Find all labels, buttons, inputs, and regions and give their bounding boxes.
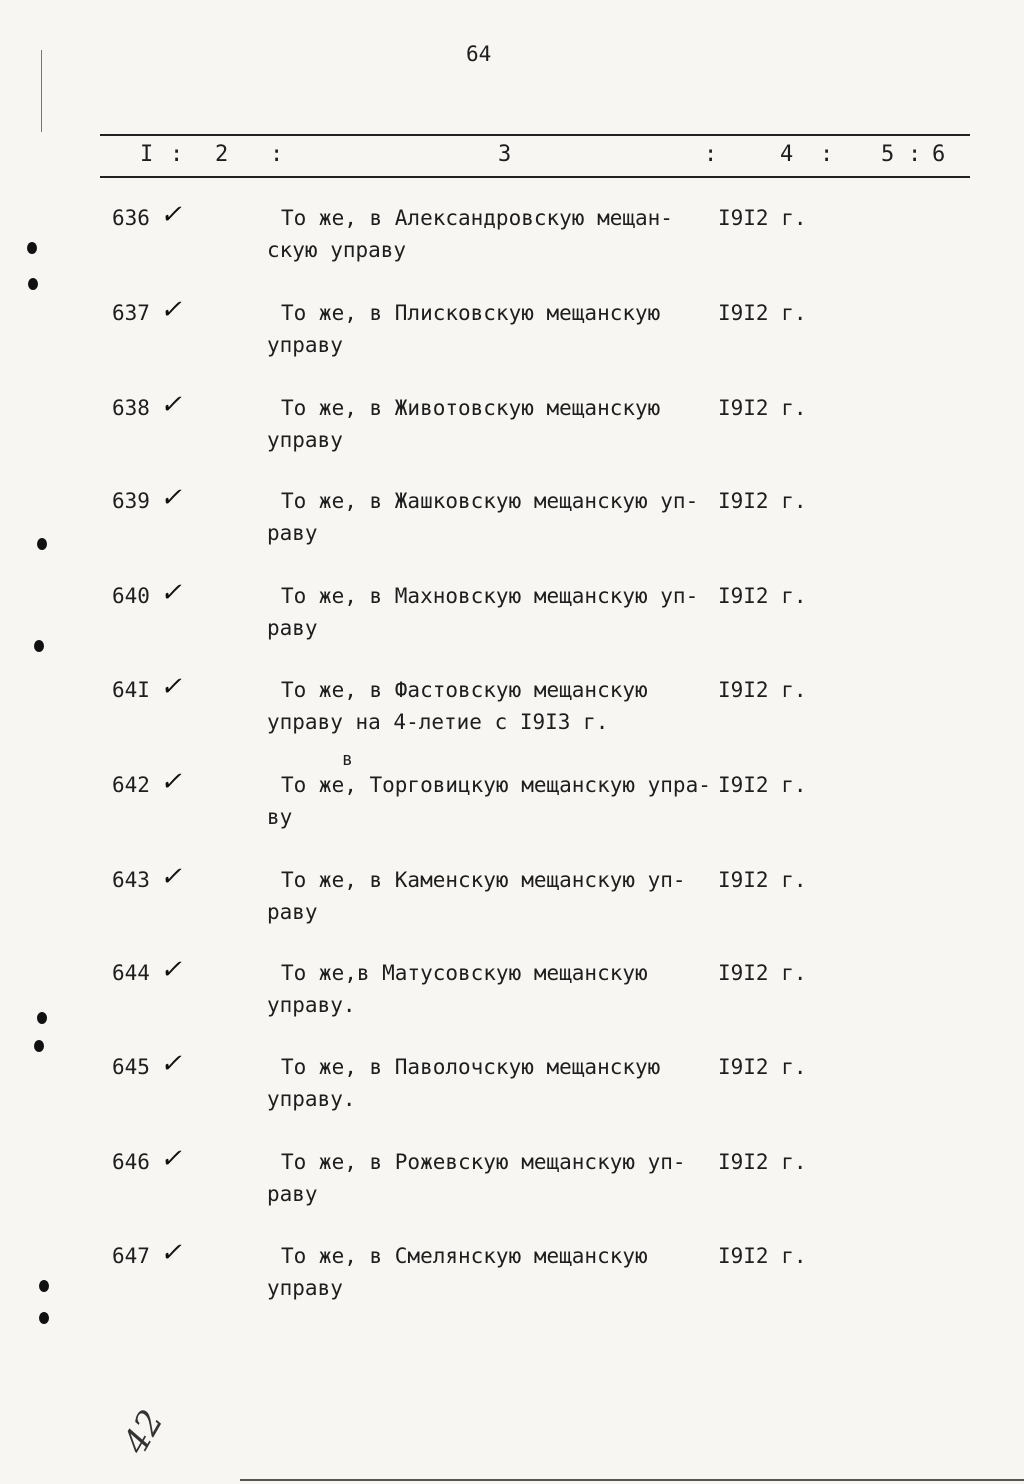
list-item [0,672,1024,758]
checkmark-icon: ✓ [160,1238,182,1268]
punch-hole-icon [37,1012,47,1024]
checkmark-icon: ✓ [160,955,182,985]
entry-title-continued: ву [267,805,293,829]
entry-title: То же, в Смелянскую мещанскую [281,1244,648,1268]
handwritten-margin-note: 42 [115,1403,172,1461]
list-item [0,862,1024,948]
entry-title: То же, в Александровскую мещан- [281,206,673,230]
entry-title-continued: управу. [267,993,356,1017]
column-header-1: I [140,142,154,167]
list-item [0,390,1024,476]
entry-number: 642 [112,773,150,797]
page-number: 64 [466,42,492,66]
column-header-row [100,140,970,172]
entry-number: 643 [112,868,150,892]
entry-year: I9I2 г. [718,1244,807,1268]
column-separator: : [170,142,184,167]
punch-hole-icon [34,640,44,652]
column-header-6: 6 [932,142,946,167]
column-separator: : [820,142,834,167]
punch-hole-icon [39,1280,49,1292]
list-item [0,295,1024,381]
checkmark-icon: ✓ [160,672,182,702]
checkmark-icon: ✓ [160,295,182,325]
column-header-4: 4 [780,142,794,167]
table-header-rule [100,176,970,178]
entry-title-continued: скую управу [267,238,407,262]
punch-hole-icon [27,242,37,254]
entry-title-continued: раву [267,1182,318,1206]
entry-number: 636 [112,206,150,230]
entry-title: То же, в Каменскую мещанскую уп- [281,868,686,892]
column-separator: : [704,142,718,167]
entry-year: I9I2 г. [718,489,807,513]
entry-year: I9I2 г. [718,1055,807,1079]
list-item [0,955,1024,1041]
entry-title: То же, в Фастовскую мещанскую [281,678,648,702]
column-header-2: 2 [215,142,229,167]
column-header-5: 5 [881,142,895,167]
entry-year: I9I2 г. [718,301,807,325]
entry-year: I9I2 г. [718,961,807,985]
entry-year: I9I2 г. [718,1150,807,1174]
entry-number: 646 [112,1150,150,1174]
entry-title-continued: управу [267,428,343,452]
entry-number: 647 [112,1244,150,1268]
entry-number: 639 [112,489,150,513]
entry-title: То же, в Жашковскую мещанскую уп- [281,489,699,513]
entry-year: I9I2 г. [718,868,807,892]
punch-hole-icon [37,538,47,550]
entry-title: То же, в Паволочскую мещанскую [281,1055,661,1079]
entry-title-continued: управу на 4-летие с I9I3 г. [267,710,609,734]
checkmark-icon: ✓ [160,1144,182,1174]
entry-title: То же, в Махновскую мещанскую уп- [281,584,699,608]
entry-title: То же, в Плисковскую мещанскую [281,301,661,325]
handwritten-insertion: в [342,749,353,770]
list-item [0,1049,1024,1135]
table-top-rule [100,134,970,136]
column-separator: : [270,142,284,167]
page-bottom-edge [240,1479,1024,1481]
checkmark-icon: ✓ [160,578,182,608]
entry-title: То же, Торговицкую мещанскую упра- [281,773,711,797]
entry-number: 637 [112,301,150,325]
column-separator: : [908,142,922,167]
entry-title-continued: управу. [267,1087,356,1111]
entry-number: 638 [112,396,150,420]
list-item [0,578,1024,664]
entry-number: 640 [112,584,150,608]
entry-year: I9I2 г. [718,678,807,702]
entry-title: То же, в Рожевскую мещанскую уп- [281,1150,686,1174]
entry-number: 645 [112,1055,150,1079]
entry-title-continued: управу [267,1276,343,1300]
checkmark-icon: ✓ [160,200,182,230]
column-header-3: 3 [498,142,512,167]
entry-year: I9I2 г. [718,206,807,230]
list-item [0,749,1024,853]
list-item [0,483,1024,569]
entry-year: I9I2 г. [718,396,807,420]
checkmark-icon: ✓ [160,483,182,513]
punch-hole-icon [39,1312,49,1324]
checkmark-icon: ✓ [160,390,182,420]
entry-number: 64I [112,678,150,702]
entry-year: I9I2 г. [718,773,807,797]
list-item [0,1238,1024,1324]
punch-hole-icon [34,1040,44,1052]
entry-number: 644 [112,961,150,985]
margin-line [41,50,42,132]
entry-title: То же,в Матусовскую мещанскую [281,961,648,985]
entry-year: I9I2 г. [718,584,807,608]
entry-title-continued: раву [267,521,318,545]
punch-hole-icon [28,278,38,290]
checkmark-icon: ✓ [160,862,182,892]
entry-title-continued: раву [267,616,318,640]
entry-title-continued: управу [267,333,343,357]
list-item [0,1144,1024,1230]
checkmark-icon: ✓ [160,767,182,797]
list-item [0,200,1024,286]
checkmark-icon: ✓ [160,1049,182,1079]
entry-title: То же, в Животовскую мещанскую [281,396,661,420]
entry-title-continued: раву [267,900,318,924]
